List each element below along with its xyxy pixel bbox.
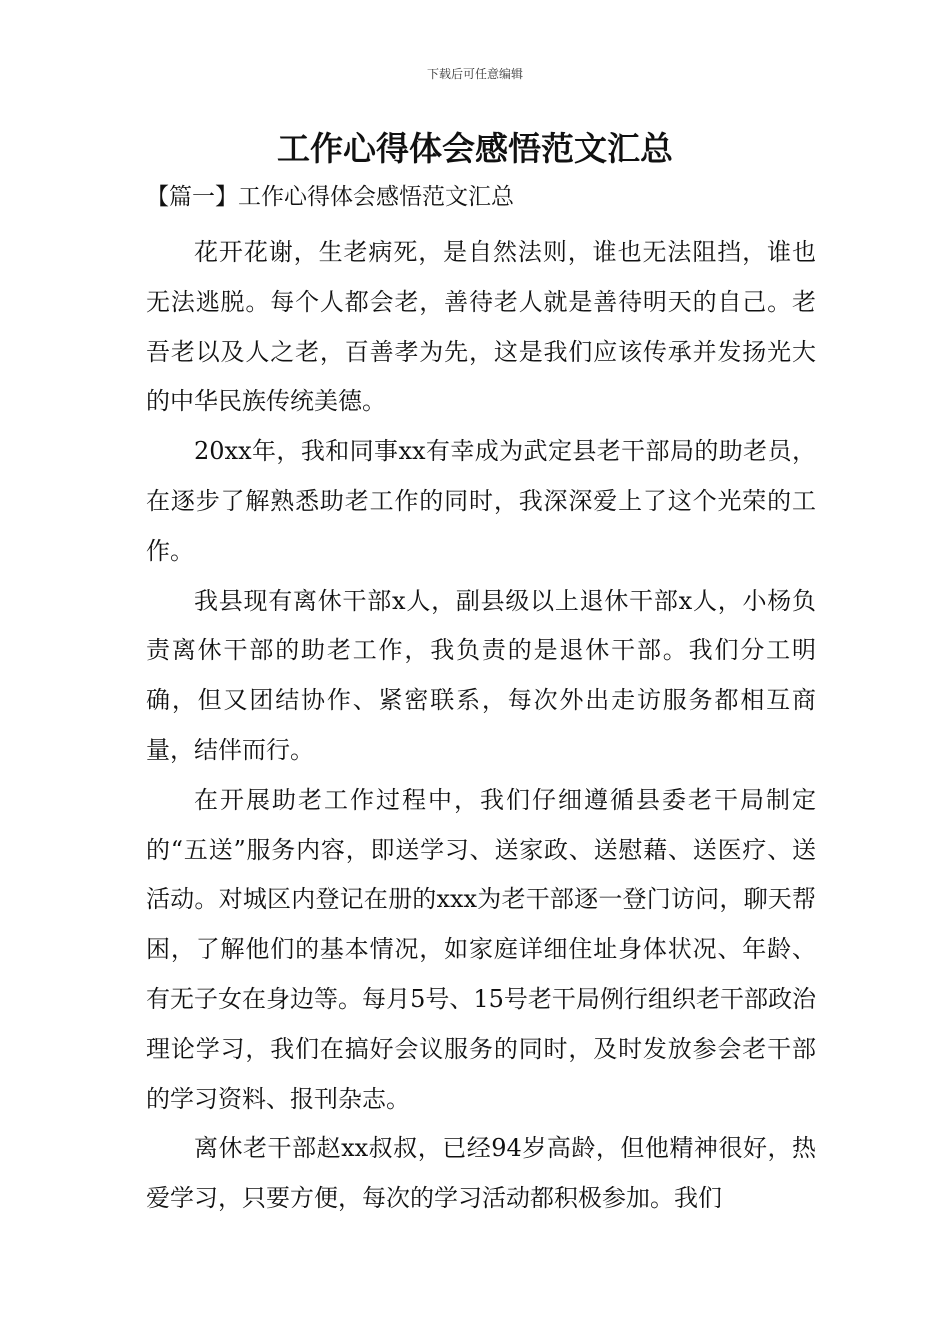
- page-header-note: 下载后可任意编辑: [426, 67, 523, 81]
- paragraph-3: 我县现有离休干部x人，副县级以上退休干部x人，小杨负责离休干部的助老工作，我负责的是退休干部。我们分工明确，但又团结协作、紧密联系，每次外出走访服务都相互商量，结伴而行。: [146, 586, 816, 764]
- paragraph-1: 花开花谢，生老病死，是自然法则，谁也无法阻挡，谁也无法逃脱。每个人都会老，善待老人就是善待明天的自己。老吾老以及人之老，百善孝为先，这是我们应该传承并发扬光大的中华民族传统美德。: [146, 238, 816, 416]
- paragraph-2: 20xx年，我和同事xx有幸成为武定县老干部局的助老员，在逐步了解熟悉助老工作的同时，我深深爱上了这个光荣的工作。: [146, 437, 816, 565]
- document-title: 工作心得体会感悟范文汇总: [277, 129, 673, 168]
- paragraph-5: 离休老干部赵xx叔叔，已经94岁高龄，但他精神很好，热爱学习，只要方便，每次的学习活动都积极参加。我们: [146, 1134, 816, 1213]
- document-body: [146, 228, 816, 1224]
- paragraph-4: 在开展助老工作过程中，我们仔细遵循县委老干局制定的“五送”服务内容，即送学习、送家政、送慰藉、送医疗、送活动。对城区内登记在册的xxx为老干部逐一登门访问，聊天帮困，了解他们的基本情况，如家庭详细住址身体状况、年龄、有无子女在身边等。每月5号、15号老干局例行组织老干部政治理论学习，我们在搞好会议服务的同时，及时发放参会老干部的学习资料、报刊杂志。: [146, 785, 816, 1113]
- section-heading: 【篇一】工作心得体会感悟范文汇总: [146, 184, 514, 210]
